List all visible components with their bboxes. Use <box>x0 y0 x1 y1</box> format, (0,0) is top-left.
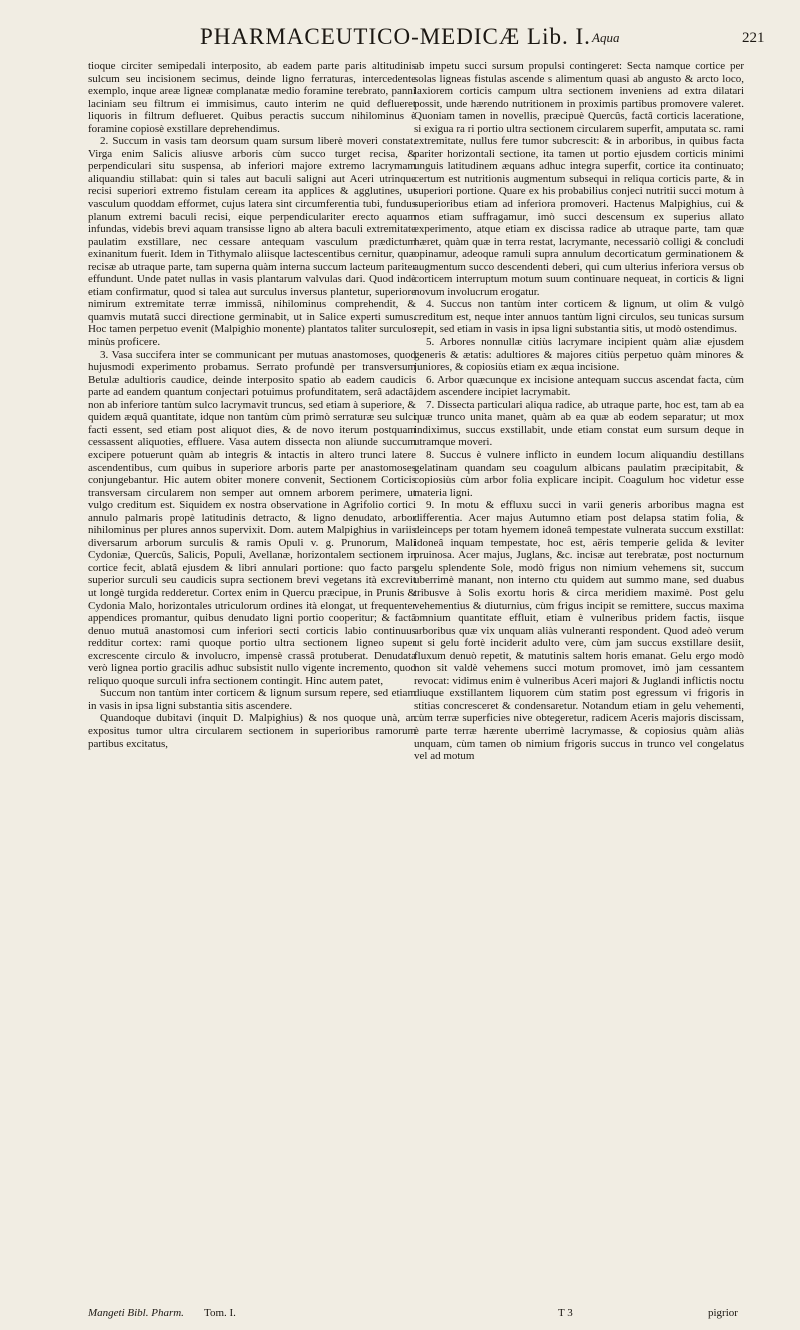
paragraph: Succum non tantùm inter corticem & lignum sursum repere, sed etiam in vasis in ipsa ligni substantia sitis ascendere. <box>88 687 416 712</box>
catchword: pigrior <box>708 1307 738 1319</box>
footer-tome: Tom. I. <box>204 1307 236 1319</box>
running-head: PHARMACEUTICO-MEDICÆ Lib. I. <box>200 24 591 49</box>
right-column <box>414 60 744 763</box>
paragraph: tioque circiter semipedali interposito, ab eadem parte paris altitudinis sulcum seu incisionem secimus, deinde ligno ferraturas, intercedente exemplo, inque areæ ligneæ complanatæ medio foramine terebrato, panni laciniam seu filtrum ei immisimus, cauto interim ne quid deflueret liquoris in filtrum deflueret. Quibus peractis succum nihilominus è foramine copiosè exstillare deprehendimus. <box>88 60 416 135</box>
paragraph: 9. In motu & effluxu succi in varii generis arboribus magna est differentia. Acer majus Autumno etiam post delapsa statim folia, & deinceps per totam hyemem idoneâ tempestate vulnerata succum exstillat: idoneâ inquam tempestate, hoc est, aëris temperie gelida & leviter pruinosa. Acer majus, Juglans, &c. incisæ aut terebratæ, post nocturnum gelu splendente Sole, modò frigus non nimium vehemens sit, succum uberrimè manant, non interno ctu quidem aut summo mane, sed duabus tribusve à Solis exortu horis & circa meridiem maximè. Post gelu vehementius & diuturnius, cùm frigus incipit se remittere, succus maxima omnium quantitate effluit, etiam è vulneribus pridem factis, iisque arboribus quæ vix unquam aliàs vulneranti respondent. Quod adeò verum ut si gelu fortè inciderit adulto vere, cùm jam succus exstillare desiit, fluxum denuò repetit, & matutinis saltem horis emanat. Gelu ergo modò non sit valdè vehemens succi motum promovet, imò jam cessantem revocat: vidimus enim è vulneribus Aceri majori & Juglandi inflictis noctu diuque exstillantem liquorem cùm statim post egressum vi frigoris in stitias concresceret & condensaretur. Notandum etiam in gelu vehementi, cùm terræ superficies nive obtegeretur, radicem Aceris majoris discissam, è parte terræ hærente uberrimè lacrymasse, & copiosius quàm aliàs unquam, cùm tamen ob nimium frigoris succus in trunco vel congelatus vel ad motum <box>414 499 744 763</box>
paragraph: 3. Vasa succifera inter se communicant per mutuas anastomoses, quod hujusmodi experimento probamus. Serrato profundè per transversum Betulæ adultioris caudice, deinde interposito spatio ab eadem caudicis parte ad eandem quantum conjectari potuimus profunditatem, serâ adactâ, non ab inferiore tantùm sulco lacrymavit truncus, sed etiam à superiore, & quidem æquâ quantitate, idque non tantùm cùm primò serraturæ seu sulci facti essent, sed etiam post aliquot dies, & de novo iterum postquam cessassent aliquoties, effluere. Vasa autem dissecta non aliunde succum excipere potuerunt quàm ab integris & intactis in altero trunci latere ascendentibus, cum quibus in superiore arboris parte per anastomoses conjungebantur. Hic autem obiter monere convenit, Sectionem Corticis transversam circularem non semper aut omnem arborem perimere, ut vulgo creditum est. Siquidem ex nostra observatione in Agrifolio cortici annulo palmaris propè latitudinis detracto, & ligno denudato, arbor nihilominus per plures annos supervixit. Dom. autem Malpighius in variis diversarum arborum surculis & ramis Opuli v. g. Prunorum, Mali Cydoniæ, Quercûs, Salicis, Populi, Avellanæ, horizontalem sectionem in cortice fecit, ablatâ ejusdem & libri annulari portione: quo facto pars superior surculi seu caudicis supra sectionem brevi vegetans ità excrevit ut longè turgida redderetur. Cortex enim in Quercu præcipue, in Prunis & Cydonia Malo, horizontales utriculorum ordines ità elongat, ut frequenter appendices promantur, quibus denudato ligni portio cooperitur; & factâ denuo mutuâ anastomosi cum inferiori secti corticis labio continuus redditur cortex: rami quoque portio ultra sectionem ligneo super excrescente circulo & involucro, impensè crassâ protuberat. Denudata verò lignea portio gracilis adhuc subsistit nullo vigente incremento, quod reliquo quoque surculi infra sectionem contingit. Hinc autem patet, <box>88 348 416 687</box>
footer-source: Mangeti Bibl. Pharm. <box>88 1307 184 1319</box>
marginal-note: Aqua <box>592 30 620 45</box>
page-header <box>0 24 800 54</box>
paragraph: 5. Arbores nonnullæ citiùs lacrymare incipient quàm aliæ ejusdem generis & ætatis: adultiores & majores citiùs perpetuo quàm minores & juniores, & copiosiùs etiam ex æqua incisione. <box>414 336 744 374</box>
left-column <box>88 60 416 750</box>
paragraph: 7. Dissecta particulari aliqua radice, ab utraque parte, hoc est, tam ab ea quæ trunco unita manet, quàm ab ea quæ ab eodem separatur; ut mox indiximus, succus exstillabit, unde etiam constat eum sursum deque in utramque moveri. <box>414 398 744 449</box>
paragraph: 8. Succus è vulnere inflicto in eundem locum aliquandiu destillans gelatinam quandam seu coagulum albicans paulatim præcipitabit, & copiosiùs cùm arbor folia explicare incipit. Coagulum hoc videtur esse materia ligni. <box>414 448 744 499</box>
page-footer <box>0 1307 800 1323</box>
paragraph: 6. Arbor quæcunque ex incisione antequam succus ascendat facta, cùm idem ascendere incipiet lacrymabit. <box>414 373 744 399</box>
signature-mark: T 3 <box>558 1307 573 1319</box>
paragraph: 4. Succus non tantùm inter corticem & lignum, ut olim & vulgò creditum est, neque inter annuos tantùm ligni circulos, seu tunicas sursum repit, sed etiam in vasis in ipsa ligni substantia sitis, ut modò ostendimus. <box>414 298 744 336</box>
paragraph: ab impetu succi sursum propulsi contingeret: Secta namque cortice per solas ligneas fistulas ascende s alimentum quasi ab angusto & arcto loco, laxiorem corticis campum ultra sectionem inveniens ad extra dilatari possit, unde hærendo nutritionem in proximis partibus promovere valeret. Quoniam tamen in novellis, præcipuè Quercûs, factâ corticis laceratione, si exigua ra ri portio ultra sectionem circularem superfit, amputata sc. rami extremitate, nullus fere tumor subcrescit: & in arboribus, in quibus facta pariter horizontali sectione, ita tamen ut portio ejusdem corticis minimi unguis latitudinem æquans adhuc integra superfit, cortice ita continuato; certum est nutritionis augmentum subsequi in reliqua corticis parte, & in superiori portione. Quare ex his probabilius conjeci nutritii succi motum à superioribus etiam ad inferiora promoveri. Hactenus Malpighius, cui & nos etiam suffragamur, imò succi descensum ex superius allato experimento, atque etiam ex discissa radice ab utraque parte, tam quæ hæret, quàm quæ in terra restat, lacrymante, necessariò colligi & concludi opinamur, adeoque ramuli supra annulum decorticatum germinationem & augmentum succo descendenti deberi, qui cum ulterius inferiora versus ob corticem interruptum motum suum continuare nequeat, in corticis & ligni novum involucrum erogatur. <box>414 60 744 298</box>
paragraph: 2. Succum in vasis tam deorsum quam sursum liberè moveri constat. Virga enim Salicis aliusve arboris cùm succo turget recisa, & perpendiculari situ suspensa, ab inferiori majore extremo lacrymam aliquandiu stillabat: quin si tales aut baculi saligni aut Aceri utrinque recisi superiori extremo fistulam ceream ita applices & agglutines, ut vasculum quoddam efformet, cujus latera sint circumferentia tubi, fundus planum extremi baculi recisi, eique perpendiculariter erecto aquam infundas, videbis brevi aquam transisse ligno ab altera baculi extremitate paulatim exstillare, nec cessare antequam vasculum prædictum exinanitum fuerit. Idem in Tithymalo aliisque lactescentibus cernitur, quæ recisæ ab utraque parte, tam superna quàm interna succum lacteum pariter effundunt. Unde patet nullas in vasis plantarum valvulas dari. Quod indè etiam confirmatur, quod si talea aut surculus inversus plantetur, superiore nimirum extremitate terræ immissâ, nihilominus comprehendit, & quamvis mutatâ succi directione germinabit, ut in Salice experti sumus. Hoc tamen perpetuo evenit (Malpighio monente) plantatos taliter surculos minùs proficere. <box>88 135 416 349</box>
paragraph: Quandoque dubitavi (inquit D. Malpighius) & nos quoque unà, an expositus tumor ultra circularem sectionem in superioribus ramorum partibus excitatus, <box>88 712 416 750</box>
page-number: 221 <box>742 30 765 46</box>
